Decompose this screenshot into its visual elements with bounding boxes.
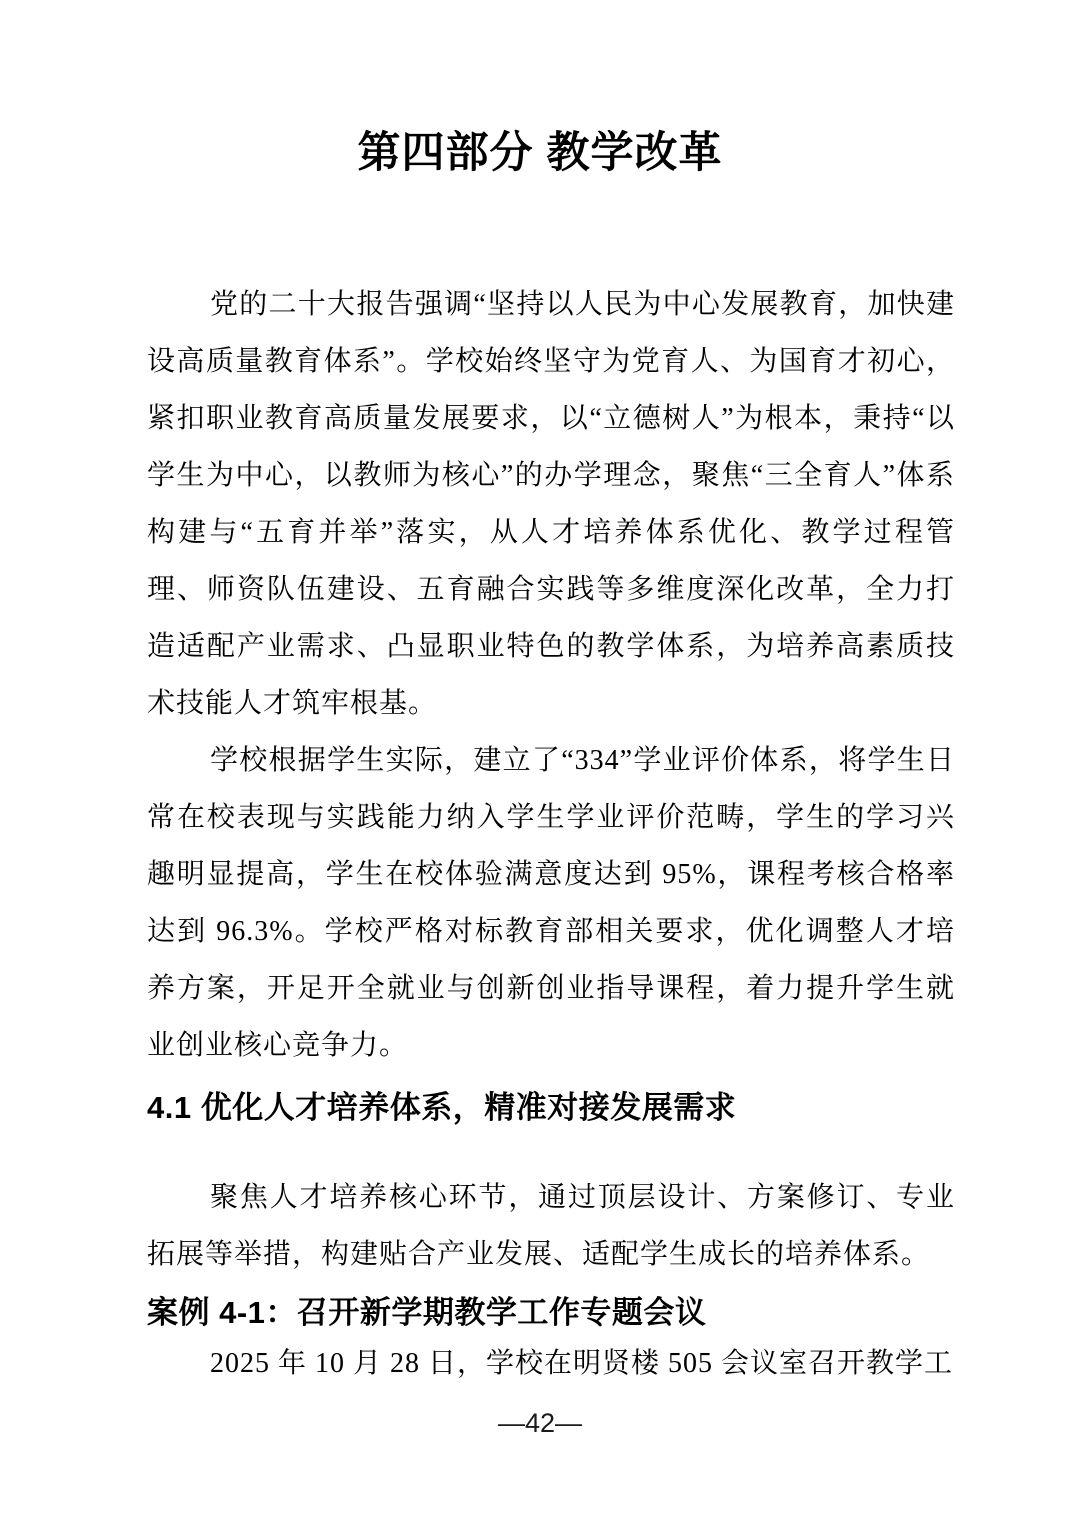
case-heading-4-1: 案例 4-1：召开新学期教学工作专题会议 bbox=[147, 1295, 707, 1330]
intro-paragraph-1: 党的二十大报告强调“坚持以人民为中心发展教育，加快建设高质量教育体系”。学校始终坚守为党育人、为国育才初心，紧扣职业教育高质量发展要求，以“立德树人”为根本，秉持“以学生为中心，以教师为核心”的办学理念，聚焦“三全育人”体系构建与“五育并举”落实，从人才培养体系优化、教学过程管理、师资队伍建设、五育融合实践等多维度深化改革，全力打造适配产业需求、凸显职业特色的教学体系，为培养高素质技术技能人才筑牢根基。 bbox=[147, 289, 955, 719]
document-body bbox=[147, 276, 955, 1392]
intro-paragraph-2: 学校根据学生实际，建立了“334”学业评价体系，将学生日常在校表现与实践能力纳入学生学业评价范畴，学生的学习兴趣明显提高，学生在校体验满意度达到 95%，课程考核合格率达到 96.3%。学校严格对标教育部相关要求，优化调整人才培养方案，开足开全就业与创新创业指导课程，着力提升学生就业创业核心竞争力。 bbox=[147, 745, 955, 1061]
page-number: —42— bbox=[497, 1408, 583, 1438]
case-paragraph: 2025 年 10 月 28 日，学校在明贤楼 505 会议室召开教学工 bbox=[210, 1348, 954, 1379]
page-title: 第四部分 教学改革 bbox=[357, 129, 723, 177]
section-paragraph: 聚焦人才培养核心环节，通过顶层设计、方案修订、专业拓展等举措，构建贴合产业发展、适配学生成长的培养体系。 bbox=[147, 1182, 955, 1270]
section-heading-4-1: 4.1 优化人才培养体系，精准对接发展需求 bbox=[147, 1090, 737, 1125]
